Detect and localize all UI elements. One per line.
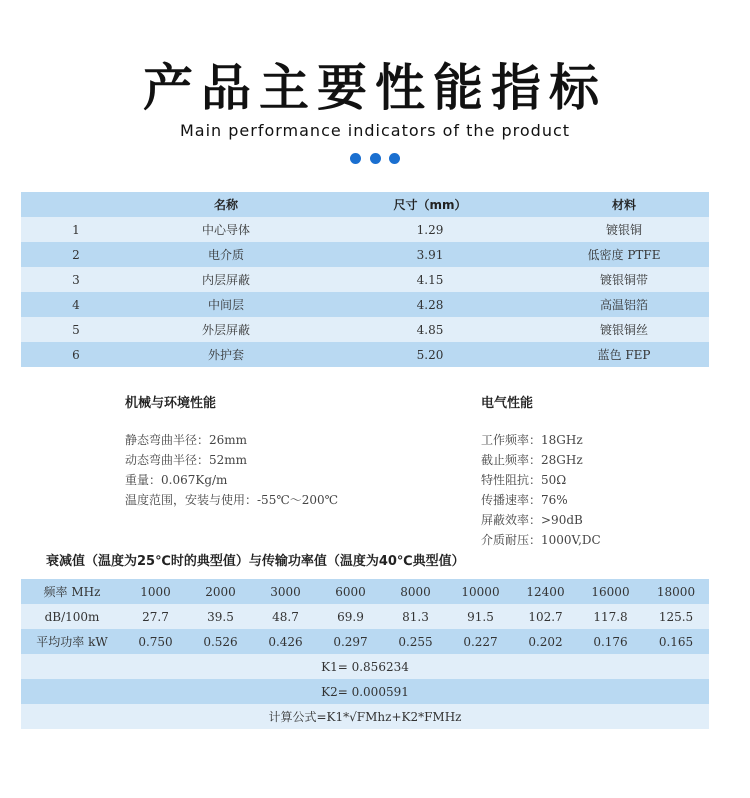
table-row — [21, 629, 709, 654]
table-cell: 6 — [21, 342, 131, 367]
table-cell: 镀银铜 — [539, 217, 709, 242]
table-cell: 12400 — [513, 579, 578, 604]
spec-item: 重量：0.067Kg/m — [125, 473, 228, 487]
table-cell: 0.176 — [578, 629, 643, 654]
spec-item: 截止频率：28GHz — [481, 453, 583, 467]
table-cell: 81.3 — [383, 604, 448, 629]
spec-item: 动态弯曲半径：52mm — [125, 453, 248, 467]
table-cell: 4.28 — [321, 292, 539, 317]
materials-table — [21, 192, 709, 367]
table-cell: 18000 — [643, 579, 709, 604]
table-row — [21, 604, 709, 629]
table-cell: dB/100m — [21, 604, 123, 629]
table-row — [21, 217, 709, 242]
spec-item: 传播速率：76% — [481, 493, 568, 507]
spec-item: 工作频率：18GHz — [481, 433, 583, 447]
spec-item: 介质耐压：1000V,DC — [481, 533, 601, 547]
table-cell: 3000 — [253, 579, 318, 604]
table-cell: 中心导体 — [131, 217, 321, 242]
table-cell: 2 — [21, 242, 131, 267]
table-row — [21, 579, 709, 604]
table-row — [21, 342, 709, 367]
table-cell: 4.15 — [321, 267, 539, 292]
table-cell: 16000 — [578, 579, 643, 604]
table-cell: 10000 — [448, 579, 513, 604]
table-cell: 8000 — [383, 579, 448, 604]
table-cell: 频率 MHz — [21, 579, 123, 604]
table-cell: 48.7 — [253, 604, 318, 629]
table-cell: 0.426 — [253, 629, 318, 654]
spec-item: 屏蔽效率：>90dB — [481, 513, 583, 527]
table-row — [21, 679, 709, 704]
table-cell: 5 — [21, 317, 131, 342]
table-cell: 0.227 — [448, 629, 513, 654]
table-cell: 外护套 — [131, 342, 321, 367]
table-cell: 3 — [21, 267, 131, 292]
table-cell: 0.255 — [383, 629, 448, 654]
formula-cell: 计算公式=K1*√FMhz+K2*FMHz — [21, 704, 709, 729]
table-row — [21, 317, 709, 342]
page-subtitle: Main performance indicators of the product — [179, 121, 571, 140]
table-cell: 4.85 — [321, 317, 539, 342]
spec-item: 特性阻抗：50Ω — [481, 473, 567, 487]
decorative-dots — [350, 153, 400, 165]
table-cell: 内层屏蔽 — [131, 267, 321, 292]
table-cell: 蓝色 FEP — [539, 342, 709, 367]
table-cell: 0.750 — [123, 629, 188, 654]
dot-icon — [389, 153, 400, 164]
table-cell: 0.297 — [318, 629, 383, 654]
table-cell: 1.29 — [321, 217, 539, 242]
table-header-cell — [21, 192, 131, 217]
table-cell: 27.7 — [123, 604, 188, 629]
page-title: 产品主要性能指标 — [143, 59, 607, 117]
attenuation-table — [21, 579, 709, 729]
dot-icon — [370, 153, 381, 164]
table-header-cell: 尺寸（mm） — [321, 192, 539, 217]
table-cell: 高温铝箔 — [539, 292, 709, 317]
table-cell: 低密度 PTFE — [539, 242, 709, 267]
table-cell: 镀银铜带 — [539, 267, 709, 292]
table-cell: 69.9 — [318, 604, 383, 629]
table-cell: 0.165 — [643, 629, 709, 654]
attenuation-heading: 衰减值（温度为25℃时的典型值）与传输功率值（温度为40℃典型值） — [46, 554, 465, 569]
table-cell: 4 — [21, 292, 131, 317]
table-cell: 0.202 — [513, 629, 578, 654]
table-cell: 电介质 — [131, 242, 321, 267]
table-cell: 102.7 — [513, 604, 578, 629]
k1-cell: K1= 0.856234 — [21, 654, 709, 679]
table-cell: 1 — [21, 217, 131, 242]
table-cell: 117.8 — [578, 604, 643, 629]
table-cell: 91.5 — [448, 604, 513, 629]
table-row — [21, 704, 709, 729]
table-cell: 中间层 — [131, 292, 321, 317]
table-cell: 125.5 — [643, 604, 709, 629]
table-cell: 3.91 — [321, 242, 539, 267]
spec-item: 静态弯曲半径：26mm — [125, 433, 248, 447]
table-header-row — [21, 192, 709, 217]
table-header-cell: 名称 — [131, 192, 321, 217]
table-cell: 镀银铜丝 — [539, 317, 709, 342]
table-header-cell: 材料 — [539, 192, 709, 217]
table-cell: 5.20 — [321, 342, 539, 367]
table-cell: 平均功率 kW — [21, 629, 123, 654]
table-cell: 0.526 — [188, 629, 253, 654]
electrical-specs — [481, 430, 601, 550]
table-cell: 1000 — [123, 579, 188, 604]
mechanical-heading: 机械与环境性能 — [125, 396, 217, 411]
table-row — [21, 267, 709, 292]
electrical-heading: 电气性能 — [481, 396, 534, 411]
spec-item: 温度范围，安装与使用：-55℃～200℃ — [125, 493, 339, 507]
table-cell: 2000 — [188, 579, 253, 604]
table-cell: 外层屏蔽 — [131, 317, 321, 342]
table-row — [21, 242, 709, 267]
table-row — [21, 654, 709, 679]
dot-icon — [350, 153, 361, 164]
table-cell: 6000 — [318, 579, 383, 604]
mechanical-specs — [125, 430, 338, 510]
table-row — [21, 292, 709, 317]
table-cell: 39.5 — [188, 604, 253, 629]
k2-cell: K2= 0.000591 — [21, 679, 709, 704]
